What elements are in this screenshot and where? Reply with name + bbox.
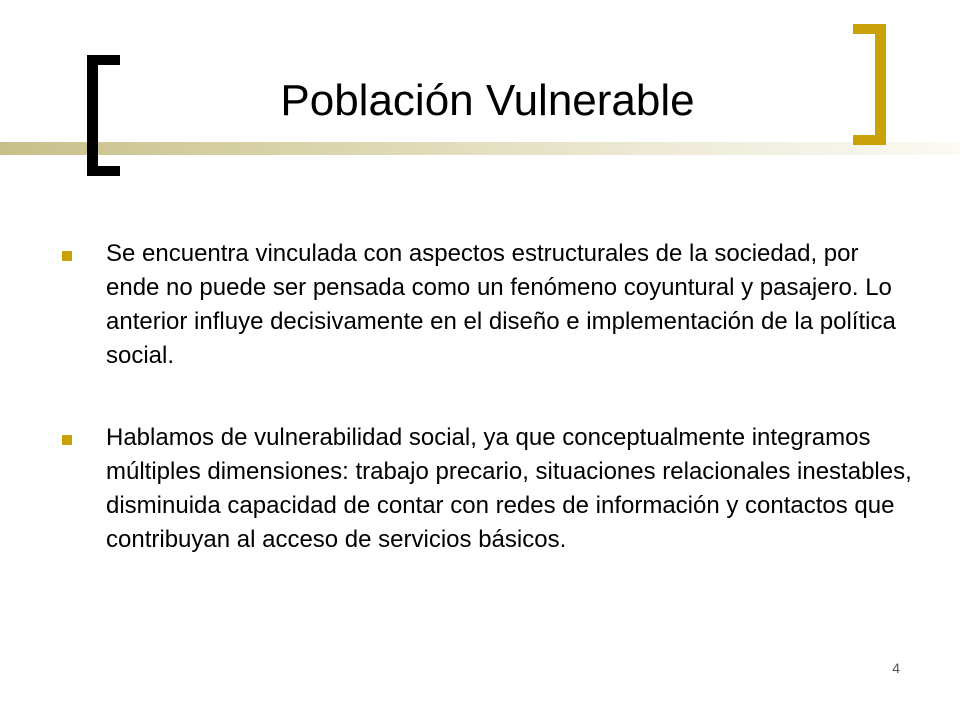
- left-bracket-vertical: [87, 55, 98, 176]
- bullet-text: Se encuentra vinculada con aspectos estructurales de la sociedad, por ende no puede ser pensada como un fenómeno coyuntural y pasajero. Lo anterior influye decisivamente en el diseño e implementación de la política social.: [106, 240, 896, 369]
- slide-title: Población Vulnerable: [280, 76, 695, 125]
- right-bracket-bottom: [853, 135, 886, 145]
- bullet-text: Hablamos de vulnerabilidad social, ya que conceptualmente integramos múltiples dimensiones: trabajo precario, situaciones relacionales inestables, disminuida capacidad de contar con redes de información y contactos que contribuyan al acceso de servicios básicos.: [106, 424, 912, 553]
- bullet-item: [62, 237, 912, 373]
- left-bracket-bottom: [87, 166, 120, 176]
- title-accent-bar: [0, 142, 960, 155]
- square-bullet-icon: [62, 435, 72, 445]
- right-bracket-top: [853, 24, 886, 34]
- bullet-item: [62, 421, 912, 557]
- left-bracket-top: [87, 55, 120, 65]
- page-number: 4: [892, 660, 900, 676]
- right-bracket-vertical: [875, 24, 886, 145]
- square-bullet-icon: [62, 251, 72, 261]
- bullet-list: [62, 237, 912, 557]
